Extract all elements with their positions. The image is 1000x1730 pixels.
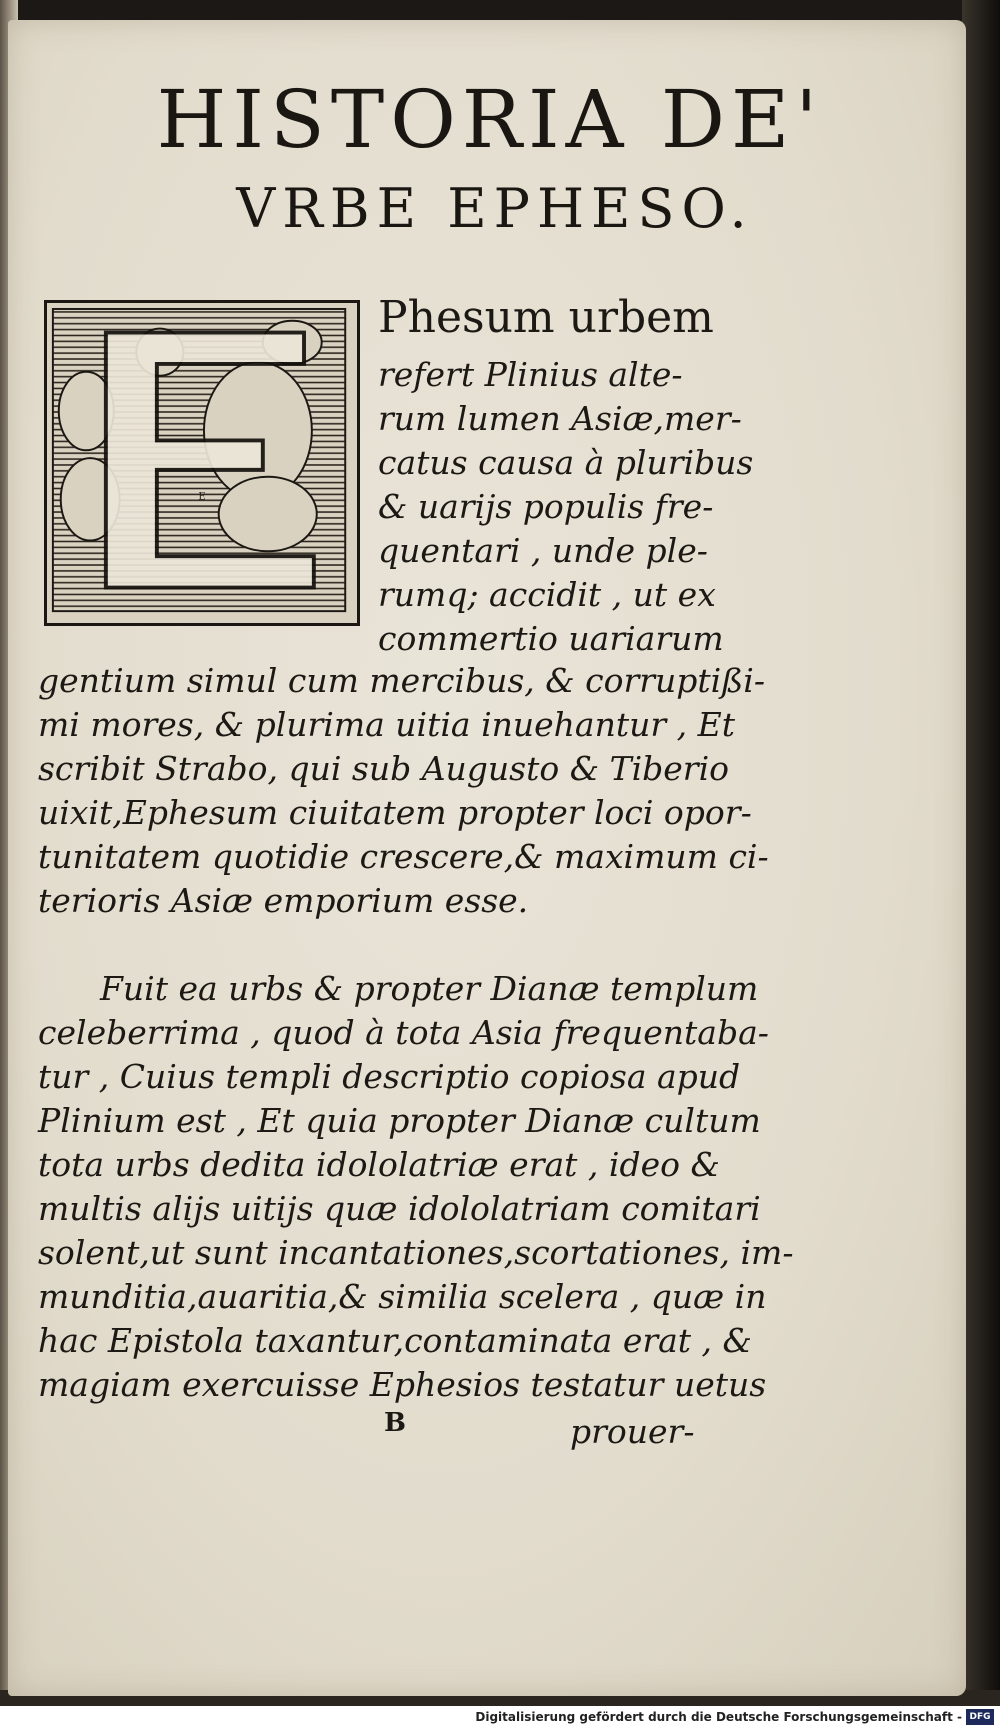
text-line: uixit,Ephesum ciuitatem propter loci opor- bbox=[38, 793, 752, 832]
text-line: solent,ut sunt incantationes,scortationes, im- bbox=[38, 1233, 794, 1272]
catchword: prouer- bbox=[570, 1412, 695, 1451]
text-line: Phesum urbem bbox=[378, 292, 714, 343]
text-line: multis alijs uitijs quæ idololatriam comitari bbox=[38, 1189, 761, 1228]
text-line: commertio uariarum bbox=[378, 619, 724, 658]
text-line: munditia,auaritia,& similia scelera , quæ in bbox=[38, 1277, 767, 1316]
page-title bbox=[20, 73, 960, 240]
svg-text:E: E bbox=[198, 491, 206, 503]
text-line: tur , Cuius templi descriptio copiosa apud bbox=[38, 1057, 741, 1096]
title-line-2: VRBE EPHESO. bbox=[236, 177, 754, 240]
text-line: catus causa à pluribus bbox=[378, 443, 754, 482]
text-line: tota urbs dedita idololatriæ erat , ideo & bbox=[38, 1145, 720, 1184]
text-line: scribit Strabo, qui sub Augusto & Tiberio bbox=[38, 749, 729, 788]
text-line: refert Plinius alte- bbox=[378, 355, 683, 394]
dfg-logo: DFG bbox=[966, 1709, 994, 1725]
text-line: celeberrima , quod à tota Asia frequentaba- bbox=[38, 1013, 769, 1052]
footer-credit: Digitalisierung gefördert durch die Deutsche Forschungsgemeinschaft - bbox=[475, 1710, 962, 1724]
decorated-initial bbox=[44, 300, 360, 626]
text-line: rum lumen Asiæ,mer- bbox=[378, 399, 742, 438]
signature-mark: B bbox=[384, 1408, 406, 1438]
text-line: rumq; accidit , ut ex bbox=[378, 575, 716, 614]
text-line: gentium simul cum mercibus, & corruptißi- bbox=[38, 661, 765, 700]
text-line: Plinium est , Et quia propter Dianæ cultum bbox=[38, 1101, 761, 1140]
title-line-1: HISTORIA DE' bbox=[156, 73, 824, 166]
text-line: magiam exercuisse Ephesios testatur uetus bbox=[38, 1365, 767, 1404]
digitization-footer bbox=[0, 1706, 1000, 1730]
text-line: & uarijs populis fre- bbox=[378, 487, 714, 526]
text-line: hac Epistola taxantur,contaminata erat , & bbox=[38, 1321, 752, 1360]
text-line: terioris Asiæ emporium esse. bbox=[38, 881, 529, 920]
text-line: quentari , unde ple- bbox=[378, 531, 708, 570]
woodcut-initial-illustration bbox=[47, 303, 357, 623]
page-right-edge bbox=[962, 0, 1000, 1700]
text-line: mi mores, & plurima uitia inuehantur , Et bbox=[38, 705, 735, 744]
text-line: tunitatem quotidie crescere,& maximum ci- bbox=[38, 837, 769, 876]
text-line: Fuit ea urbs & propter Dianæ templum bbox=[100, 969, 759, 1008]
